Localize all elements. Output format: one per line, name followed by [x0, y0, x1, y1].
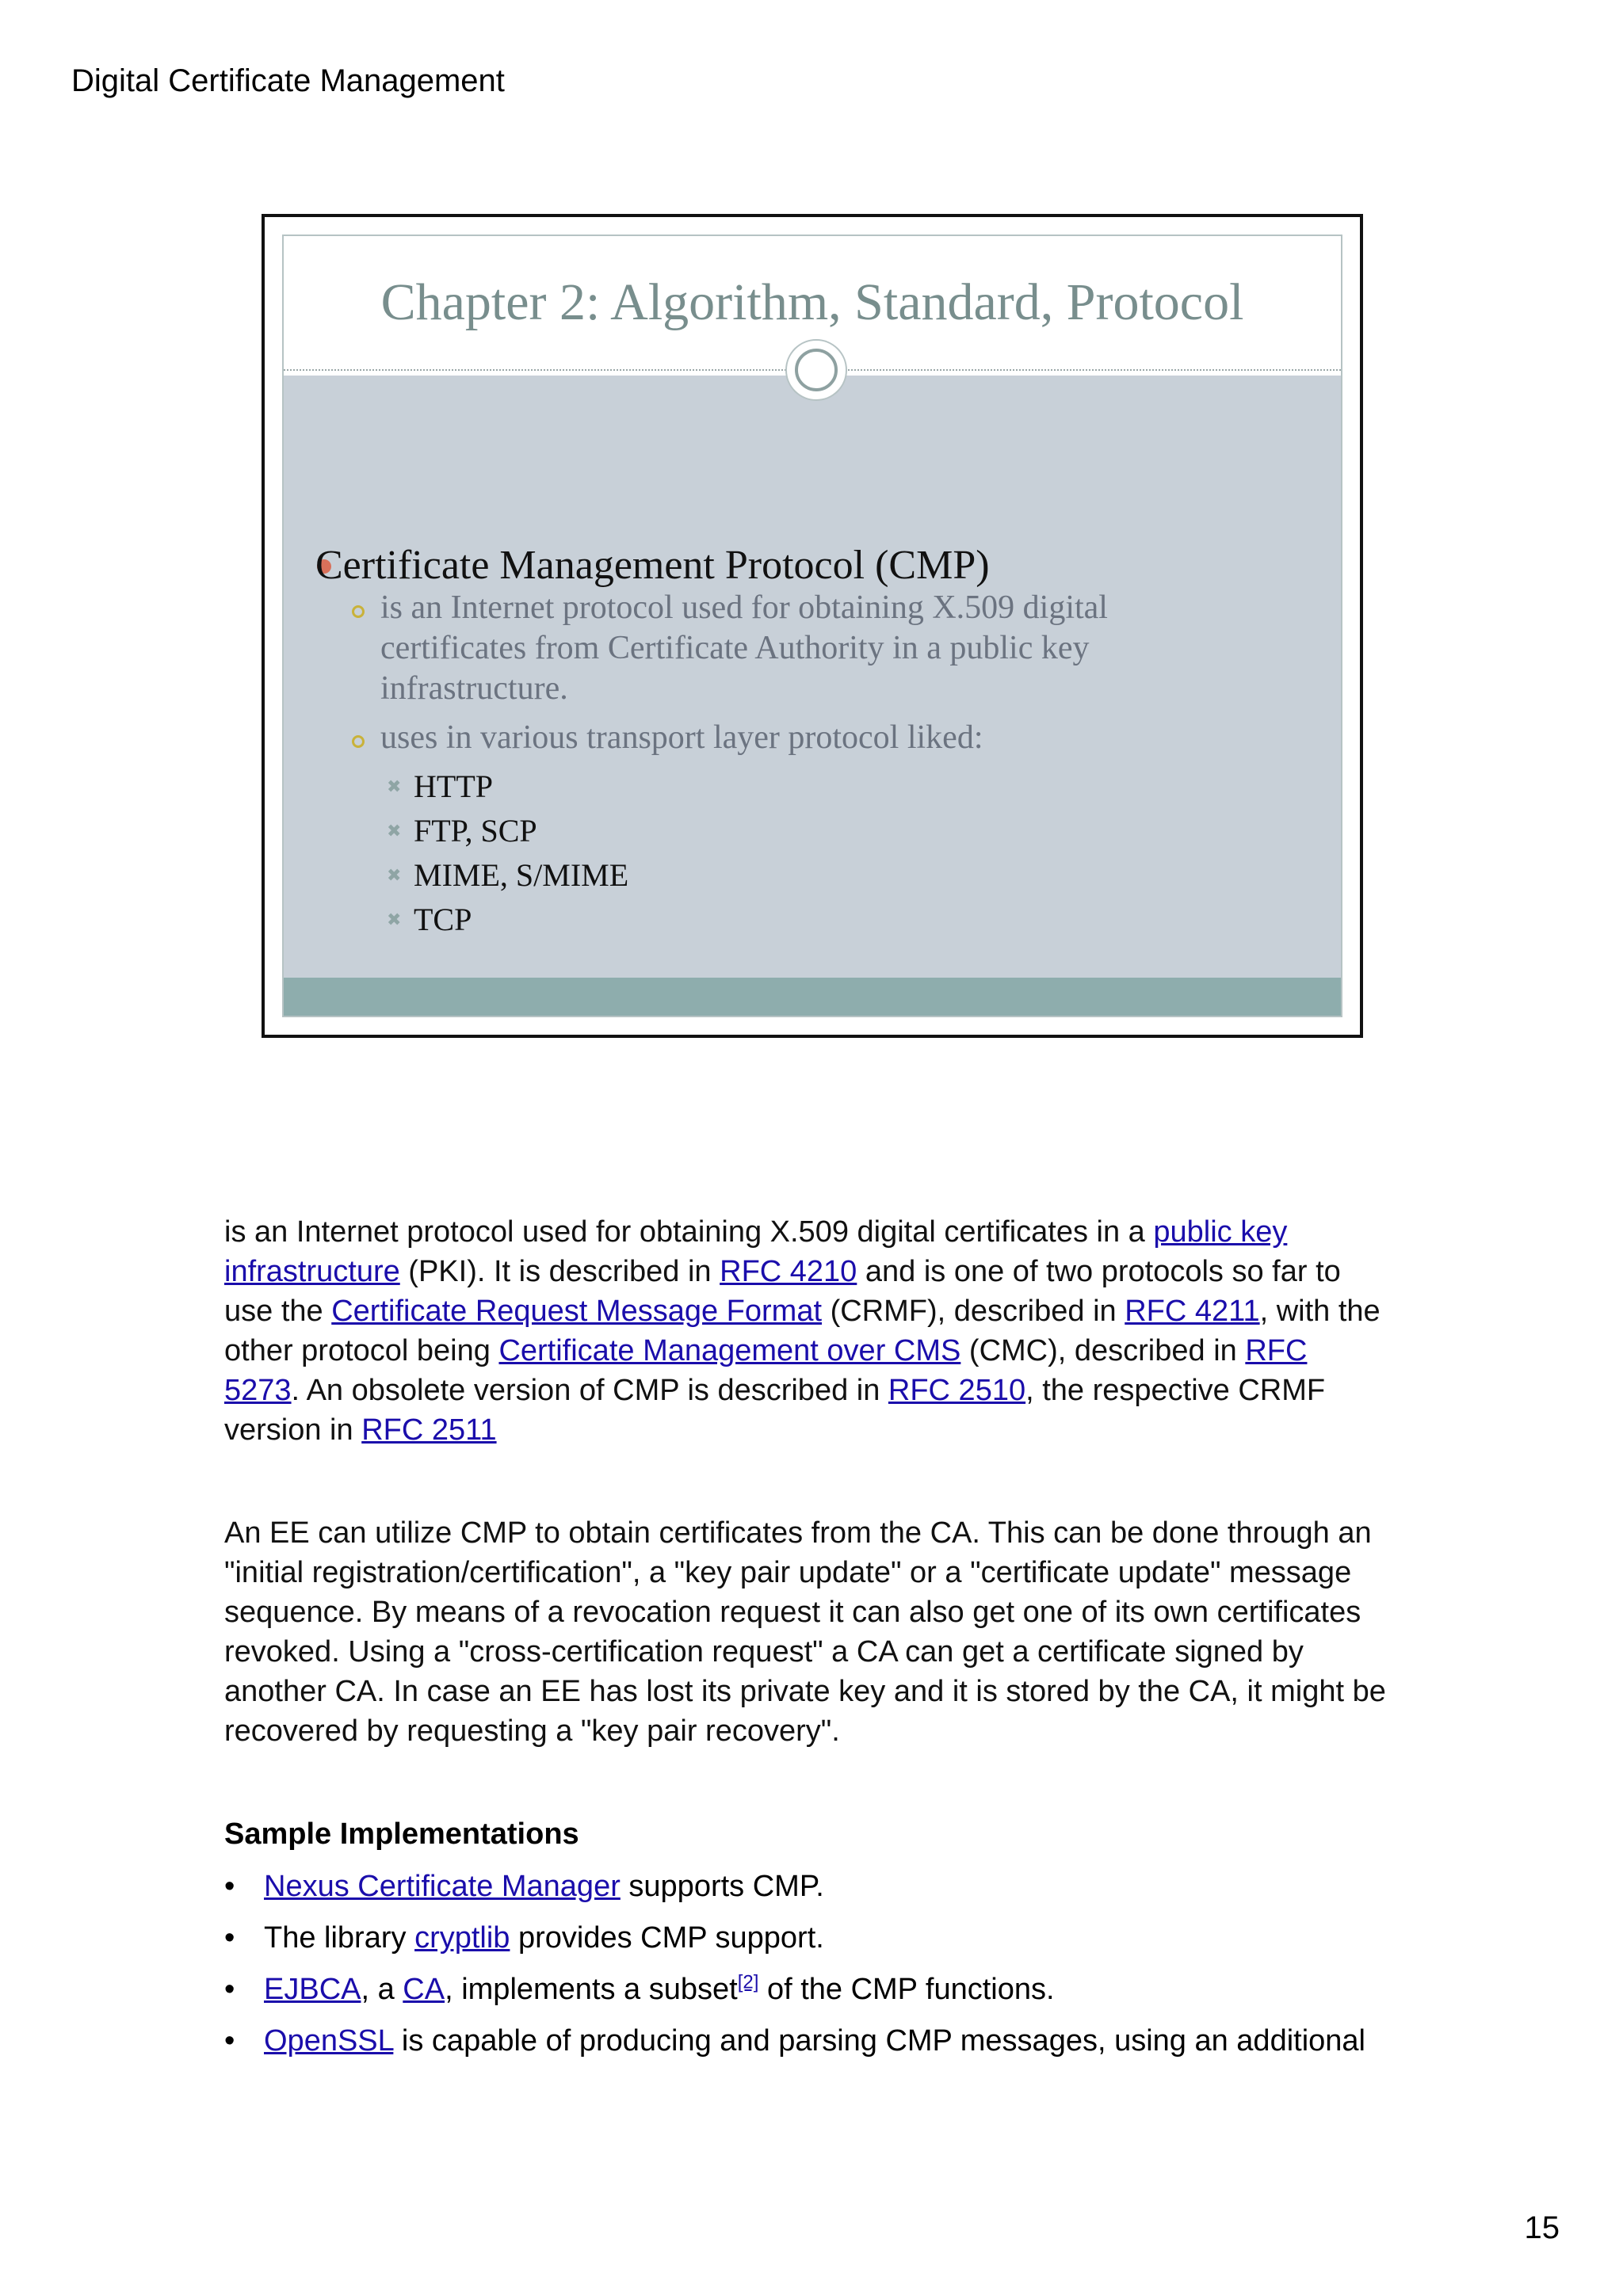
- slide-main-bullet: Certificate Management Protocol (CMP): [315, 543, 990, 588]
- ring-bullet-icon: [352, 735, 365, 748]
- cross-bullet-icon: ✖: [387, 822, 402, 841]
- slide-protocol-item: HTTP: [414, 769, 493, 804]
- slide-sub-bullet-1: is an Internet protocol used for obtaining X.509 digital certificates from Certificate Authority in a public key infrastructure.: [380, 589, 1108, 707]
- link-cmc[interactable]: Certificate Management over CMS: [498, 1334, 961, 1367]
- bullet-icon: •: [224, 1870, 235, 1903]
- cross-bullet-icon: ✖: [387, 777, 402, 797]
- text-run: provides CMP support.: [510, 1921, 824, 1955]
- slide-protocol-item: MIME, S/MIME: [414, 857, 629, 893]
- slide-protocol-item: FTP, SCP: [414, 813, 537, 849]
- sample-implementations-heading: Sample Implementations: [224, 1817, 579, 1851]
- link-rfc-4211[interactable]: RFC 4211: [1125, 1295, 1260, 1328]
- link-ejbca[interactable]: EJBCA: [264, 1973, 361, 2006]
- text-run: , a: [361, 1973, 403, 2006]
- text-run: supports CMP.: [620, 1870, 824, 1903]
- list-item-text: [264, 2021, 1365, 2061]
- link-rfc-2511[interactable]: RFC 2511: [361, 1413, 497, 1447]
- text-run: . An obsolete version of CMP is described in: [291, 1374, 888, 1407]
- text-run: is capable of producing and parsing CMP messages, using an additional: [393, 2024, 1365, 2058]
- text-run: (CMC), described in: [960, 1334, 1246, 1367]
- list-item-text: [264, 1867, 824, 1906]
- text-run: The library: [264, 1921, 415, 1955]
- text-run: , the respective CRMF version in: [224, 1374, 1326, 1447]
- page-number: 15: [1524, 2210, 1560, 2245]
- cross-bullet-icon: ✖: [387, 910, 402, 930]
- ee-usage-paragraph: An EE can utilize CMP to obtain certificates from the CA. This can be done through an "initial registration/certification", a "key pair update" or a "certificate update" message sequence. By means of a revocation request it can also get one of its own certificates revoked. Using a "cross-certification request" a CA can get a certificate signed by another CA. In case an EE has lost its private key and it is stored by the CA, it might be recovered by requesting a "key pair recovery".: [224, 1516, 1386, 1748]
- list-item-text: [264, 1970, 1055, 2009]
- text-run: (CRMF), described in: [822, 1295, 1125, 1328]
- slide-protocol-item: TCP: [414, 902, 472, 937]
- cross-bullet-icon: ✖: [387, 866, 402, 886]
- slide-body: [284, 376, 1341, 978]
- slide-sub-bullet-2: uses in various transport layer protocol liked:: [380, 719, 983, 756]
- text-run: of the CMP functions.: [758, 1973, 1055, 2006]
- slide-footer-bar: [284, 978, 1341, 1016]
- bullet-icon: •: [224, 1921, 235, 1955]
- text-run: , with the other protocol being: [224, 1295, 1381, 1367]
- bullet-icon: •: [224, 2024, 235, 2058]
- cmp-description-paragraph: [224, 1212, 1389, 1450]
- link-rfc-5273[interactable]: RFC 5273: [224, 1334, 1308, 1407]
- link-ca[interactable]: CA: [403, 1973, 445, 2006]
- slide-image: [262, 214, 1363, 1038]
- link-nexus-certificate-manager[interactable]: Nexus Certificate Manager: [264, 1870, 621, 1903]
- slide-title: Chapter 2: Algorithm, Standard, Protocol: [380, 273, 1244, 331]
- citation-link[interactable]: [2]: [737, 1971, 759, 1993]
- text-run: is an Internet protocol used for obtaining X.509 digital certificates in a: [224, 1215, 1154, 1249]
- link-rfc-2510[interactable]: RFC 2510: [888, 1374, 1026, 1407]
- slide-inner-frame: [282, 235, 1342, 1017]
- link-cryptlib[interactable]: cryptlib: [414, 1921, 510, 1955]
- link-public-key-infrastructure[interactable]: public key infrastructure: [224, 1215, 1288, 1288]
- text-run: (PKI). It is described in: [399, 1255, 720, 1288]
- list-item-text: [264, 1918, 824, 1958]
- text-run: and is one of two protocols so far to use the: [224, 1255, 1341, 1328]
- link-crmf[interactable]: Certificate Request Message Format: [331, 1295, 823, 1328]
- document-header: Digital Certificate Management: [71, 63, 505, 98]
- bullet-icon: •: [224, 1973, 235, 2006]
- link-openssl[interactable]: OpenSSL: [264, 2024, 394, 2058]
- link-rfc-4210[interactable]: RFC 4210: [720, 1255, 857, 1288]
- ring-bullet-icon: [352, 605, 365, 618]
- double-ring-icon: [787, 341, 846, 399]
- text-run: , implements a subset: [445, 1973, 738, 2006]
